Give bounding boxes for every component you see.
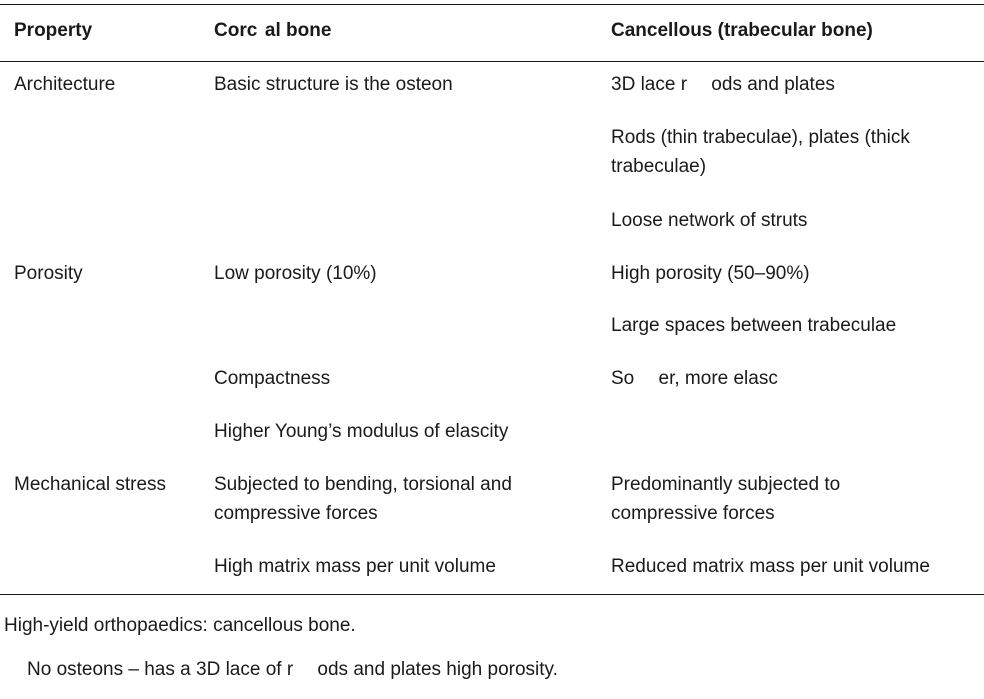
cell-cancellous-reduced-matrix: Reduced matrix mass per unit volume	[611, 556, 930, 577]
header-cancellous-bone: Cancellous (trabecular bone)	[611, 20, 873, 41]
cell-cortical-osteon: Basic structure is the osteon	[214, 74, 453, 95]
table-header-rule	[0, 61, 984, 62]
cell-cancellous-compressive-line2: compressive forces	[611, 503, 775, 524]
cell-cancellous-high-porosity: High porosity (50–90%)	[611, 263, 810, 284]
table-top-rule	[0, 4, 984, 5]
cell-cancellous-rods-line2: trabeculae)	[611, 156, 707, 177]
header-property: Property	[14, 20, 93, 41]
cell-cancellous-softer: So er, more elasc	[611, 368, 778, 389]
cell-cortical-bending-line2: compressive forces	[214, 503, 378, 524]
table-bottom-rule	[0, 594, 984, 595]
cell-cancellous-large-spaces: Large spaces between trabeculae	[611, 315, 897, 336]
cell-cortical-high-matrix: High matrix mass per unit volume	[214, 556, 496, 577]
cell-cortical-youngs-modulus: Higher Young’s modulus of elascity	[214, 421, 509, 442]
cell-property-porosity: Porosity	[14, 263, 83, 284]
cell-property-mechanical-stress: Mechanical stress	[14, 474, 167, 495]
header-cortical-bone: Corc al bone	[214, 20, 332, 41]
cell-cancellous-struts: Loose network of struts	[611, 210, 808, 231]
cell-cortical-compactness: Compactness	[214, 368, 331, 389]
cell-cancellous-compressive-line1: Predominantly subjected to	[611, 474, 841, 495]
cell-cortical-bending-line1: Subjected to bending, torsional and	[214, 474, 512, 495]
cell-cancellous-rods-line1: Rods (thin trabeculae), plates (thick	[611, 127, 910, 148]
cell-cancellous-lace: 3D lace r ods and plates	[611, 74, 835, 95]
cell-cortical-low-porosity: Low porosity (10%)	[214, 263, 377, 284]
cell-property-architecture: Architecture	[14, 74, 116, 95]
caption-title: High-yield orthopaedics: cancellous bone.	[4, 615, 356, 636]
caption-note: No osteons – has a 3D lace of r ods and plates high porosity.	[27, 659, 558, 680]
